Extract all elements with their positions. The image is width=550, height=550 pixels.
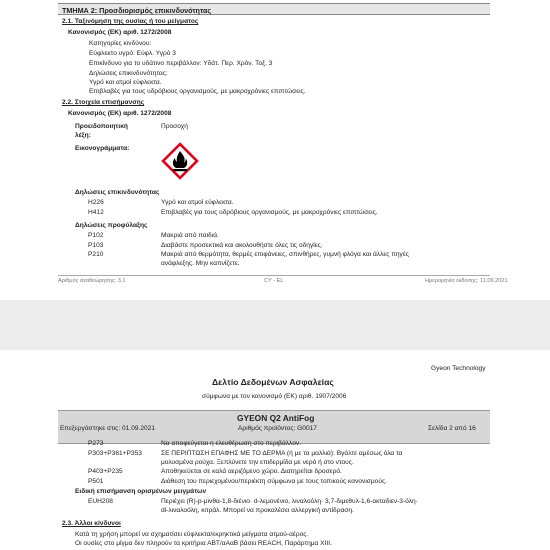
product-name: GYEON Q2 AntiFog — [237, 413, 315, 423]
product-number: Αριθμός προϊόντος: G0017 — [238, 425, 317, 432]
regulation-heading: Κανονισμός (ΕΚ) αριθ. 1272/2008 — [68, 29, 172, 36]
precaution-text: Διάθεση του περιεχομένου/περιέκτη σύμφωνα με τους τοπικούς κανονισμούς. — [161, 478, 387, 485]
hazard-statements-heading: Δηλώσεις επικινδυνότητας — [75, 189, 160, 196]
page-number: Σελίδα 2 από 16 — [428, 425, 476, 432]
classification-line: Επικίνδυνο για το υδάτινο περιβάλλον: Υδάτ. Περ. Χρόν. Τοξ. 3 — [89, 60, 273, 67]
company-name: Gyeon Technology — [431, 365, 486, 372]
page-gap — [0, 300, 550, 350]
pictograms-label: Εικονογράμματα: — [75, 145, 130, 152]
precaution-code: P403+P235 — [88, 468, 123, 475]
product-header-bar — [58, 410, 490, 444]
euh-code: EUH208 — [88, 498, 113, 505]
regulation-heading-2: Κανονισμός (ΕΚ) αριθ. 1272/2008 — [68, 110, 172, 117]
classification-line: Δηλώσεις επικινδυνότητας: — [89, 70, 168, 77]
classification-line: Εύφλεκτο υγρό: Εύφλ. Υγρό 3 — [89, 50, 176, 57]
document-page-2 — [0, 350, 550, 550]
revision-date: Επεξεργάστηκε στις: 01.09.2021 — [60, 425, 156, 432]
hazard-code: H226 — [88, 199, 104, 206]
precaution-code: P501 — [88, 478, 104, 485]
hazard-code: H412 — [88, 209, 104, 216]
precaution-code: P103 — [88, 242, 104, 249]
precaution-code: P102 — [88, 232, 104, 239]
footer-issue-date: Ημερομηνία έκδοσης: 11.09.2021 — [425, 278, 508, 284]
section-header — [58, 3, 490, 15]
subsection-2-3-heading: 2.3. Άλλοι κίνδυνοι — [62, 520, 121, 527]
special-labelling-heading: Ειδική επισήμανση ορισμένων μειγμάτων — [75, 488, 207, 495]
euh-text-cont: dl-λιναλοόλη, κιτράλ. Μπορεί να προκαλέσει αλλεργική αντίδραση. — [161, 507, 354, 514]
precaution-text: Να αποφεύγεται η ελευθέρωση στο περιβάλλον. — [161, 440, 302, 447]
precaution-text-cont: ανάφλεξης. Μην καπνίζετε. — [161, 260, 240, 267]
section-title: ΤΜΗΜΑ 2: Προσδιορισμός επικινδυνότητας — [62, 5, 212, 15]
classification-line: Επιβλαβές για τους υδρόβιους οργανισμούς, με μακροχρόνιες επιπτώσεις. — [89, 88, 306, 95]
signal-word-value: Προσοχή — [161, 123, 188, 130]
footer-locale: CY - EL — [264, 278, 284, 284]
other-hazards-line: Οι ουσίες στο μίγμα δεν πληρούν τα κριτήρια ΑΒΤ/αΑαΒ βάσει REACH, Παράρτημα XIII. — [75, 540, 332, 547]
precaution-text: Διαβάστε προσεκτικά και ακολουθήστε όλες τις οδηγίες. — [161, 242, 323, 249]
euh-text: Περιέχει (R)-p-μινθα-1,8-διένιο· d-λεμονένιο, λιναλοόλη· 3,7-διμεθυλ-1,6-οκταδιεν-3-όλη· — [161, 498, 418, 505]
classification-line: Υγρό και ατμοί εύφλεκτα. — [89, 79, 162, 86]
hazard-text: Υγρό και ατμοί εύφλεκτα. — [161, 199, 234, 206]
footer-revision: Αριθμός αναθεώρησης: 3,1 — [58, 278, 126, 284]
precaution-text: Αποθηκεύεται σε καλά αεριζόμενο χώρο. Διατηρείται δροσερό. — [161, 468, 342, 475]
precaution-code: P210 — [88, 251, 104, 258]
flammable-pictogram-icon — [160, 141, 200, 181]
hazard-text: Επιβλαβές για τους υδρόβιους οργανισμούς, με μακροχρόνιες επιπτώσεις. — [161, 209, 378, 216]
footer-divider — [58, 275, 490, 276]
classification-line: Κατηγορίες κινδύνου: — [89, 40, 152, 47]
precaution-text: ΣΕ ΠΕΡΙΠΤΩΣΗ ΕΠΑΦΗΣ ΜΕ ΤΟ ΔΕΡΜΑ (ή με τα μαλλιά): Βγάλτε αμέσως όλα τα — [161, 450, 403, 457]
precaution-text: Μακριά από παιδιά. — [161, 232, 219, 239]
document-subtitle: σύμφωνα με τον κανονισμό (ΕΚ) αριθ. 1907/2006 — [202, 393, 347, 400]
precaution-text: Μακριά από θερμότητα, θερμές επιφάνειες, σπινθήρες, γυμνή φλόγα και άλλες πηγές — [161, 251, 409, 258]
signal-word-label: Προειδοποιητική — [75, 123, 128, 130]
precaution-code: P303+P361+P353 — [88, 450, 142, 457]
subsection-2-1-heading: 2.1. Ταξινόμηση της ουσίας ή του μείγματος — [62, 18, 199, 25]
precautionary-heading: Δηλώσεις προφύλαξης — [75, 222, 148, 229]
document-title: Δελτίο Δεδομένων Ασφαλείας — [212, 377, 334, 387]
precaution-code: P273 — [88, 440, 104, 447]
precaution-text-cont: μολυσμένα ρούχα. Ξεπλύνετε την επιδερμίδα με νερό ή στο ντους. — [161, 459, 354, 466]
subsection-2-2-heading: 2.2. Στοιχεία επισήμανσης — [62, 99, 145, 106]
signal-word-label-cont: λέξη: — [75, 132, 91, 139]
other-hazards-line: Κατά τη χρήση μπορεί να σχηματίσει εύφλεκτα/εκρηκτικά μείγματα ατμού-αέρος. — [75, 531, 309, 538]
